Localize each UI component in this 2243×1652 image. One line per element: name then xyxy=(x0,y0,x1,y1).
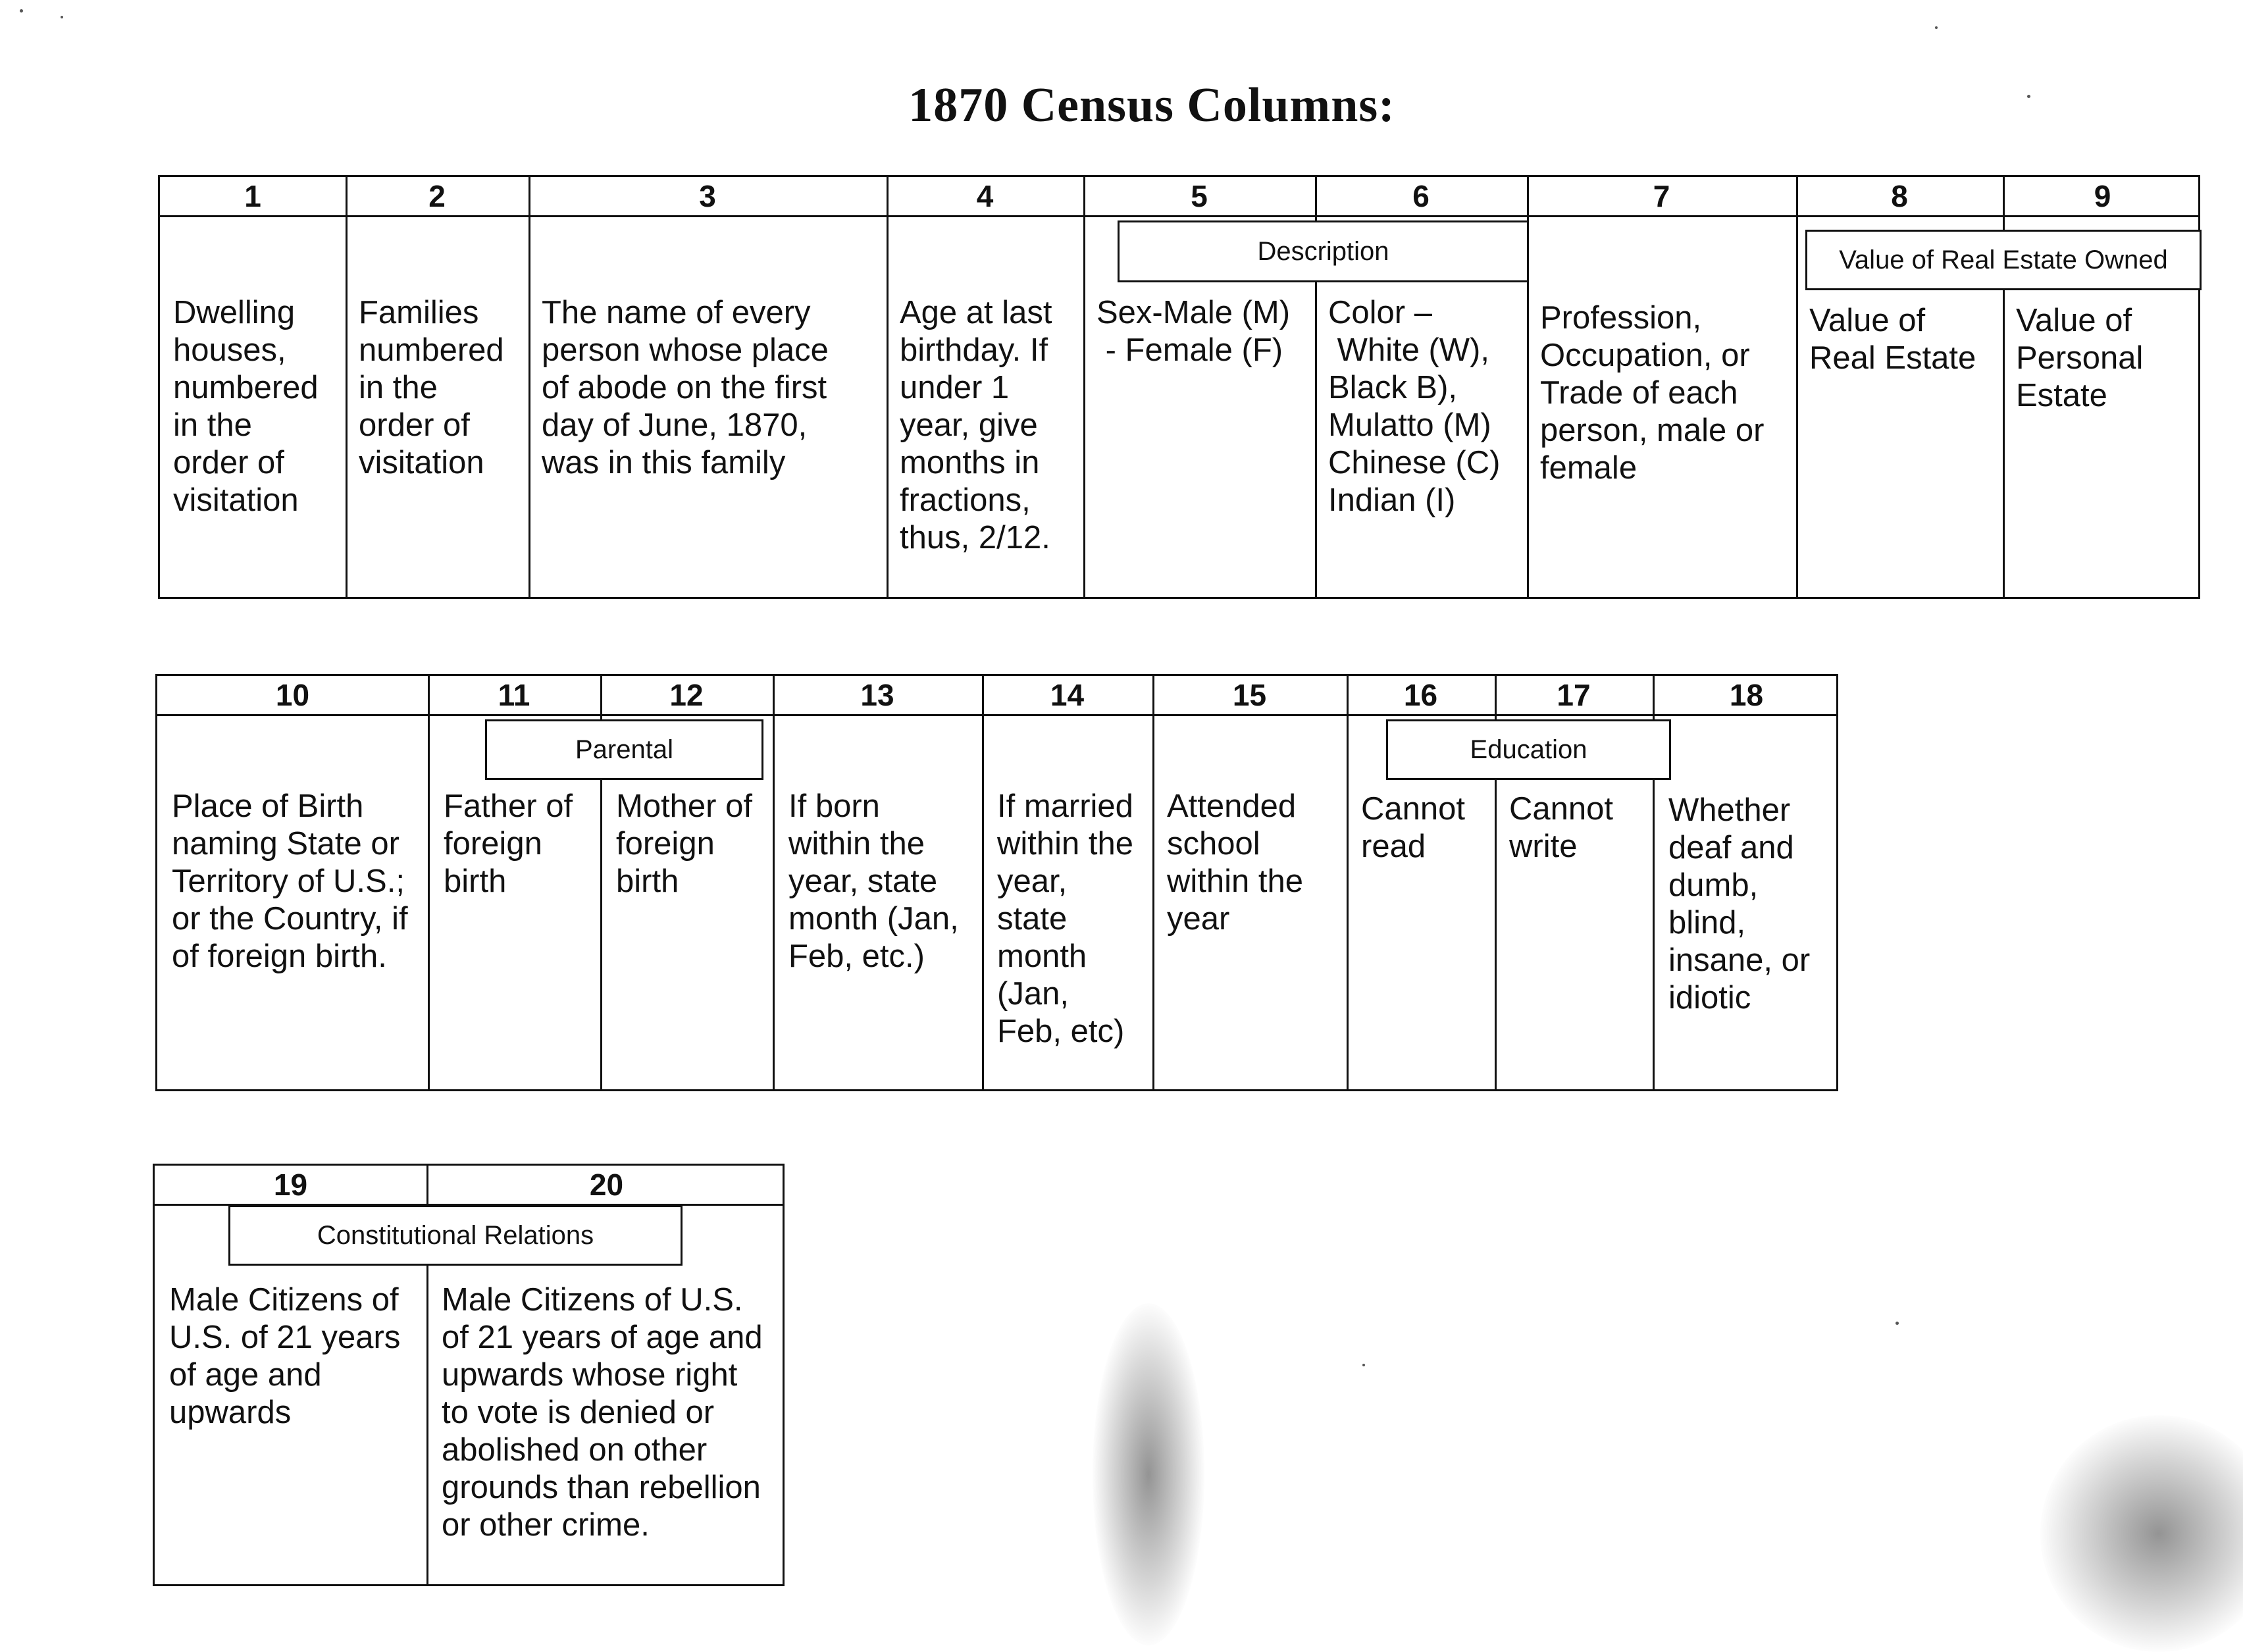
column-number: 4 xyxy=(976,179,994,213)
column-number: 7 xyxy=(1653,179,1670,213)
column-number: 20 xyxy=(589,1168,624,1202)
column-number: 17 xyxy=(1557,678,1591,712)
column-description: Profession, Occupation, or Trade of each person, male or female xyxy=(1540,300,1765,486)
group-label-description: Description xyxy=(1118,220,1529,282)
census-table-1 xyxy=(158,175,2200,599)
column-description: Dwelling houses, numbered in the order of visitation xyxy=(173,295,319,518)
page-title: 1870 Census Columns: xyxy=(908,78,1395,132)
column-description: Value of Real Estate xyxy=(1809,303,1976,376)
column-description: Sex-Male (M) - Female (F) xyxy=(1096,295,1291,368)
column-number: 15 xyxy=(1232,678,1267,712)
column-number: 3 xyxy=(699,179,716,213)
scan-speck xyxy=(1935,26,1938,29)
scan-smudge xyxy=(1093,1303,1204,1645)
column-description: Father of foreign birth xyxy=(444,788,573,899)
census-table-3 xyxy=(153,1164,785,1586)
column-description: Male Citizens of U.S. of 21 years of age and upwards whose right to vote is denied or abolished on other grounds than rebellion or other crime. xyxy=(442,1282,763,1543)
column-description: The name of every person whose place of abode on the first day of June, 1870, was in this family xyxy=(542,295,829,480)
census-table-2 xyxy=(155,674,1838,1091)
group-label-parental: Parental xyxy=(485,719,763,780)
column-number: 2 xyxy=(428,179,446,213)
scan-smudge xyxy=(2040,1415,2243,1652)
column-number: 8 xyxy=(1891,179,1908,213)
column-description: Value of Personal Estate xyxy=(2016,303,2144,413)
column-number: 5 xyxy=(1191,179,1208,213)
column-number: 11 xyxy=(498,678,530,712)
column-number: 18 xyxy=(1729,678,1764,712)
column-number: 6 xyxy=(1412,179,1430,213)
column-number: 14 xyxy=(1050,678,1085,712)
column-description: Cannot write xyxy=(1509,791,1614,864)
column-number: 16 xyxy=(1403,678,1438,712)
column-description: Mother of foreign birth xyxy=(616,788,752,899)
column-description: Color – White (W), Black B), Mulatto (M) Chinese (C) Indian (I) xyxy=(1328,295,1501,518)
column-number: 9 xyxy=(2094,179,2111,213)
column-description: Cannot read xyxy=(1361,791,1466,864)
column-description: Male Citizens of U.S. of 21 years of age and upwards xyxy=(169,1282,401,1430)
column-description: If married within the year, state month (Jan, Feb, etc) xyxy=(997,788,1134,1049)
column-description: Attended school within the year xyxy=(1167,788,1304,937)
scan-speck xyxy=(61,16,63,18)
column-description: If born within the year, state month (Jan, Feb, etc.) xyxy=(788,788,959,974)
scan-speck xyxy=(1895,1322,1899,1325)
column-description: Place of Birth naming State or Territory of U.S.; or the Country, if of foreign birth. xyxy=(172,788,408,974)
scan-speck xyxy=(1362,1364,1365,1366)
scan-speck xyxy=(20,9,23,13)
column-number: 13 xyxy=(860,678,894,712)
column-number: 19 xyxy=(273,1168,308,1202)
column-description: Families numbered in the order of visitation xyxy=(359,295,504,480)
column-description: Age at last birthday. If under 1 year, give months in fractions, thus, 2/12. xyxy=(900,295,1052,555)
column-number: 10 xyxy=(275,678,310,712)
column-number: 12 xyxy=(669,678,704,712)
group-label-constitutional-relations: Constitutional Relations xyxy=(228,1205,683,1266)
column-number: 1 xyxy=(244,179,261,213)
group-label-value-of-real-estate-owned: Value of Real Estate Owned xyxy=(1805,230,2202,290)
group-label-education: Education xyxy=(1386,719,1671,780)
column-description: Whether deaf and dumb, blind, insane, or idiotic xyxy=(1668,792,1811,1016)
scan-speck xyxy=(2027,95,2030,98)
